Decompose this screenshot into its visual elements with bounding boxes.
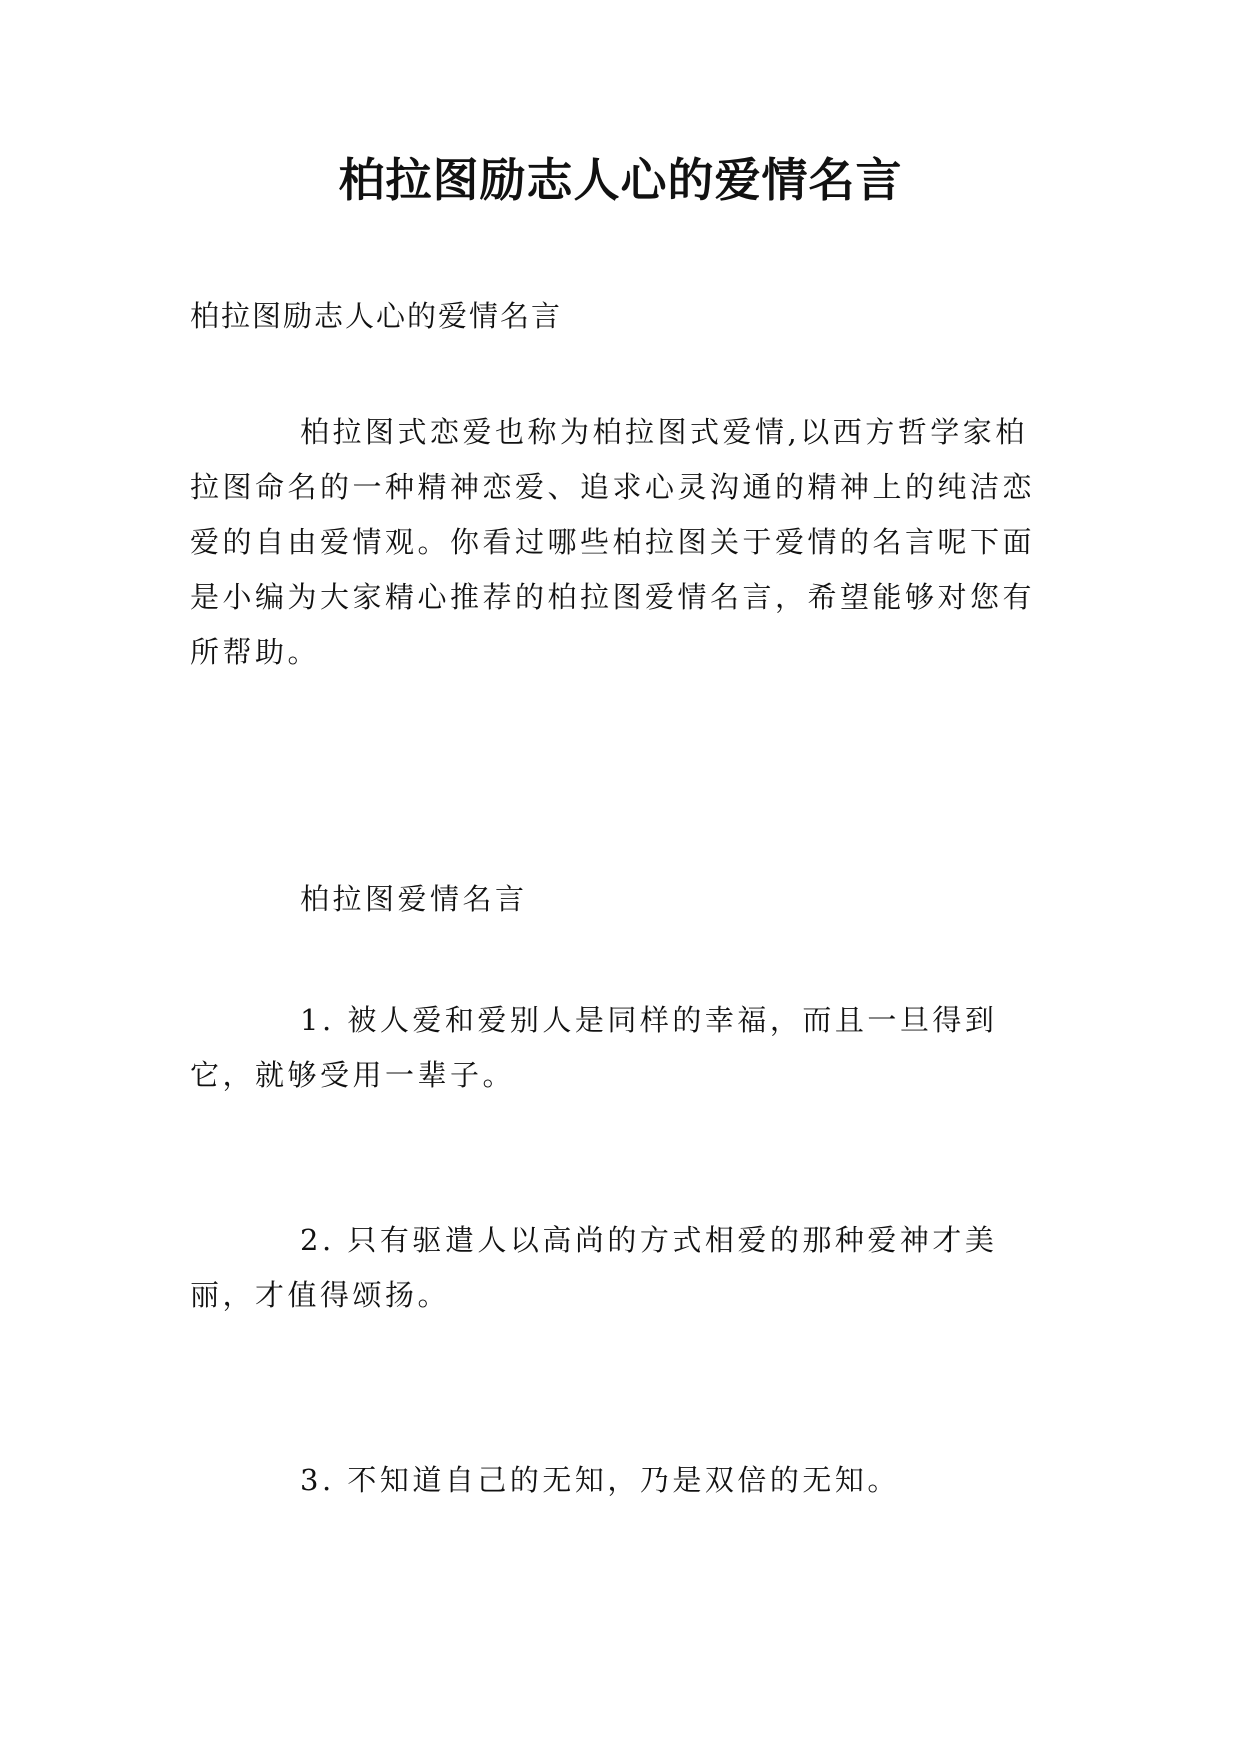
quote-item: 1. 被人爱和爱别人是同样的幸福，而且一旦得到它，就够受用一辈子。 [190,1003,998,1092]
quote-item: 3. 不知道自己的无知，乃是双倍的无知。 [300,1463,900,1497]
intro-paragraph: 柏拉图式恋爱也称为柏拉图式爱情,以西方哲学家柏拉图命名的一种精神恋爱、追求心灵沟通的精神上的纯洁恋爱的自由爱情观。你看过哪些柏拉图关于爱情的名言呢下面是小编为大家精心推荐的柏拉图爱情名言，希望能够对您有所帮助。 [190,415,1036,669]
document-subtitle: 柏拉图励志人心的爱情名言 [190,299,563,333]
quote-item: 2. 只有驱遣人以高尚的方式相爱的那种爱神才美丽，才值得颂扬。 [190,1223,998,1312]
document-title: 柏拉图励志人心的爱情名言 [338,153,903,207]
section-heading: 柏拉图爱情名言 [300,882,528,916]
